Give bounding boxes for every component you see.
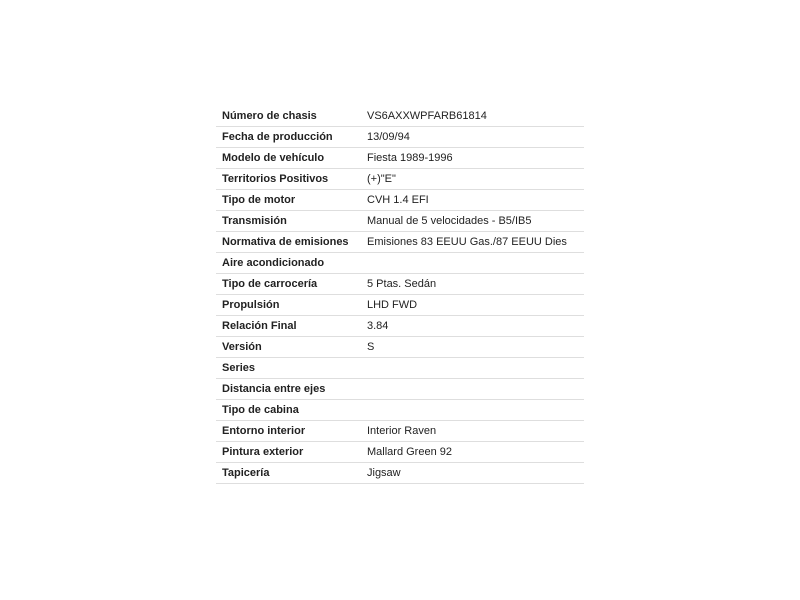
spec-row-upholstery <box>216 463 584 484</box>
spec-label: Modelo de vehículo <box>216 148 367 169</box>
spec-value: (+)"E" <box>367 169 584 190</box>
spec-label: Normativa de emisiones <box>216 232 367 253</box>
spec-label: Transmisión <box>216 211 367 232</box>
spec-label: Entorno interior <box>216 421 367 442</box>
spec-label: Fecha de producción <box>216 127 367 148</box>
spec-value <box>367 400 584 421</box>
spec-table-body <box>216 106 584 484</box>
spec-label: Territorios Positivos <box>216 169 367 190</box>
spec-label: Distancia entre ejes <box>216 379 367 400</box>
spec-row-exterior-paint <box>216 442 584 463</box>
spec-row-final-ratio <box>216 316 584 337</box>
spec-row-production-date <box>216 127 584 148</box>
spec-row-series <box>216 358 584 379</box>
spec-value: CVH 1.4 EFI <box>367 190 584 211</box>
spec-row-cab-type <box>216 400 584 421</box>
spec-value <box>367 379 584 400</box>
spec-label: Pintura exterior <box>216 442 367 463</box>
spec-row-engine-type <box>216 190 584 211</box>
spec-value: Jigsaw <box>367 463 584 484</box>
spec-row-body-type <box>216 274 584 295</box>
spec-value: LHD FWD <box>367 295 584 316</box>
spec-row-vehicle-model <box>216 148 584 169</box>
spec-row-interior-trim <box>216 421 584 442</box>
spec-row-transmission <box>216 211 584 232</box>
spec-row-emissions <box>216 232 584 253</box>
spec-label: Versión <box>216 337 367 358</box>
spec-value: 3.84 <box>367 316 584 337</box>
spec-value: 5 Ptas. Sedán <box>367 274 584 295</box>
spec-value <box>367 358 584 379</box>
spec-value: S <box>367 337 584 358</box>
spec-label: Tipo de cabina <box>216 400 367 421</box>
spec-value: Emisiones 83 EEUU Gas./87 EEUU Dies <box>367 232 584 253</box>
spec-label: Propulsión <box>216 295 367 316</box>
spec-row-air-conditioning <box>216 253 584 274</box>
spec-row-wheelbase <box>216 379 584 400</box>
spec-row-chassis-number <box>216 106 584 127</box>
spec-value: Mallard Green 92 <box>367 442 584 463</box>
spec-label: Series <box>216 358 367 379</box>
spec-value: 13/09/94 <box>367 127 584 148</box>
spec-label: Número de chasis <box>216 106 367 127</box>
spec-value: VS6AXXWPFARB61814 <box>367 106 584 127</box>
spec-value: Fiesta 1989-1996 <box>367 148 584 169</box>
spec-row-version <box>216 337 584 358</box>
spec-row-drive <box>216 295 584 316</box>
spec-label: Tipo de carrocería <box>216 274 367 295</box>
spec-value: Manual de 5 velocidades - B5/IB5 <box>367 211 584 232</box>
spec-label: Tapicería <box>216 463 367 484</box>
spec-label: Relación Final <box>216 316 367 337</box>
spec-value <box>367 253 584 274</box>
spec-value: Interior Raven <box>367 421 584 442</box>
vehicle-spec-table <box>216 106 584 484</box>
spec-row-territories <box>216 169 584 190</box>
spec-label: Aire acondicionado <box>216 253 367 274</box>
spec-label: Tipo de motor <box>216 190 367 211</box>
